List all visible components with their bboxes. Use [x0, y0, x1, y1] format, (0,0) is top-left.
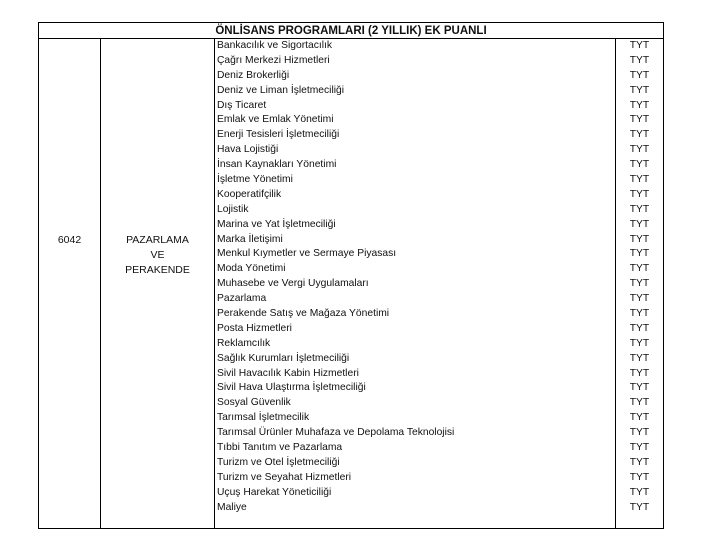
program-row: Muhasebe ve Vergi Uygulamaları — [217, 278, 369, 290]
program-list — [215, 39, 616, 528]
program-row: İnsan Kaynakları Yönetimi — [217, 159, 337, 171]
score-type-cell: TYT — [629, 129, 650, 141]
program-row: Posta Hizmetleri — [217, 322, 292, 334]
score-type-cell: TYT — [629, 456, 650, 468]
program-row: Tıbbi Tanıtım ve Pazarlama — [217, 442, 343, 454]
score-type-cell: TYT — [629, 218, 650, 230]
program-row: Sivil Havacılık Kabin Hizmetleri — [217, 367, 359, 379]
program-row: Perakende Satış ve Mağaza Yönetimi — [217, 308, 390, 320]
program-row: Uçuş Harekat Yöneticiliği — [217, 486, 332, 498]
score-type-cell: TYT — [629, 159, 650, 171]
score-type-cell: TYT — [629, 486, 650, 498]
score-type-cell: TYT — [629, 248, 650, 260]
score-type-cell: TYT — [629, 233, 650, 245]
program-row: Sosyal Güvenlik — [217, 397, 291, 409]
score-type-list — [616, 39, 663, 528]
score-type-cell: TYT — [629, 263, 650, 275]
program-row: Turizm ve Seyahat Hizmetleri — [217, 471, 352, 483]
score-type-cell: TYT — [629, 40, 650, 51]
score-type-cell: TYT — [629, 84, 650, 96]
score-type-cell: TYT — [629, 471, 650, 483]
score-type-cell: TYT — [629, 114, 650, 126]
table-title: ÖNLİSANS PROGRAMLARI (2 YILLIK) EK PUANLI — [39, 23, 663, 39]
program-row: Hava Lojistiği — [217, 144, 279, 156]
program-row: Kooperatifçilik — [217, 188, 282, 200]
score-type-cell: TYT — [629, 412, 650, 424]
program-row: Marina ve Yat İşletmeciliği — [217, 218, 336, 230]
code-column — [39, 39, 101, 528]
program-row: Reklamcılık — [217, 337, 271, 349]
program-row: Menkul Kıymetler ve Sermaye Piyasası — [217, 248, 397, 260]
score-type-cell: TYT — [629, 442, 650, 454]
field-line: VE — [150, 249, 165, 261]
score-type-cell: TYT — [629, 322, 650, 334]
field-name — [101, 233, 214, 278]
program-table — [38, 22, 664, 529]
program-row: Deniz ve Liman İşletmeciliği — [217, 84, 345, 96]
program-row: Enerji Tesisleri İşletmeciliği — [217, 129, 340, 141]
program-row: Bankacılık ve Sigortacılık — [217, 40, 333, 51]
score-type-cell: TYT — [629, 427, 650, 439]
score-type-cell: TYT — [629, 278, 650, 290]
program-row: İşletme Yönetimi — [217, 174, 293, 186]
score-type-cell: TYT — [629, 367, 650, 379]
program-row: Turizm ve Otel İşletmeciliği — [217, 456, 340, 468]
score-type-cell: TYT — [629, 382, 650, 394]
program-row: Lojistik — [217, 203, 249, 215]
field-line: PERAKENDE — [125, 264, 190, 276]
score-type-cell: TYT — [629, 308, 650, 320]
program-row: Dış Ticaret — [217, 99, 267, 111]
program-row: Tarımsal Ürünler Muhafaza ve Depolama Teknolojisi — [217, 427, 455, 439]
field-line: PAZARLAMA — [126, 234, 189, 246]
score-type-cell: TYT — [629, 174, 650, 186]
score-type-cell: TYT — [629, 352, 650, 364]
score-type-cell: TYT — [629, 293, 650, 305]
score-type-cell: TYT — [629, 397, 650, 409]
program-code: 6042 — [57, 234, 82, 246]
score-type-cell: TYT — [629, 54, 650, 66]
score-type-cell: TYT — [629, 188, 650, 200]
program-row: Deniz Brokerliği — [217, 69, 290, 81]
score-type-cell: TYT — [629, 99, 650, 111]
program-row: Pazarlama — [217, 293, 267, 305]
score-type-cell: TYT — [629, 203, 650, 215]
program-row: Marka İletişimi — [217, 233, 283, 245]
program-row: Sağlık Kurumları İşletmeciliği — [217, 352, 350, 364]
program-row: Sivil Hava Ulaştırma İşletmeciliği — [217, 382, 366, 394]
field-column — [101, 39, 215, 528]
score-type-cell: TYT — [629, 144, 650, 156]
score-type-cell: TYT — [629, 501, 650, 513]
score-type-cell: TYT — [629, 69, 650, 81]
program-row: Moda Yönetimi — [217, 263, 286, 275]
program-row: Emlak ve Emlak Yönetimi — [217, 114, 334, 126]
score-type-cell: TYT — [629, 337, 650, 349]
program-row: Çağrı Merkezi Hizmetleri — [217, 54, 330, 66]
program-row: Tarımsal İşletmecilik — [217, 412, 310, 424]
program-row: Maliye — [217, 501, 247, 513]
